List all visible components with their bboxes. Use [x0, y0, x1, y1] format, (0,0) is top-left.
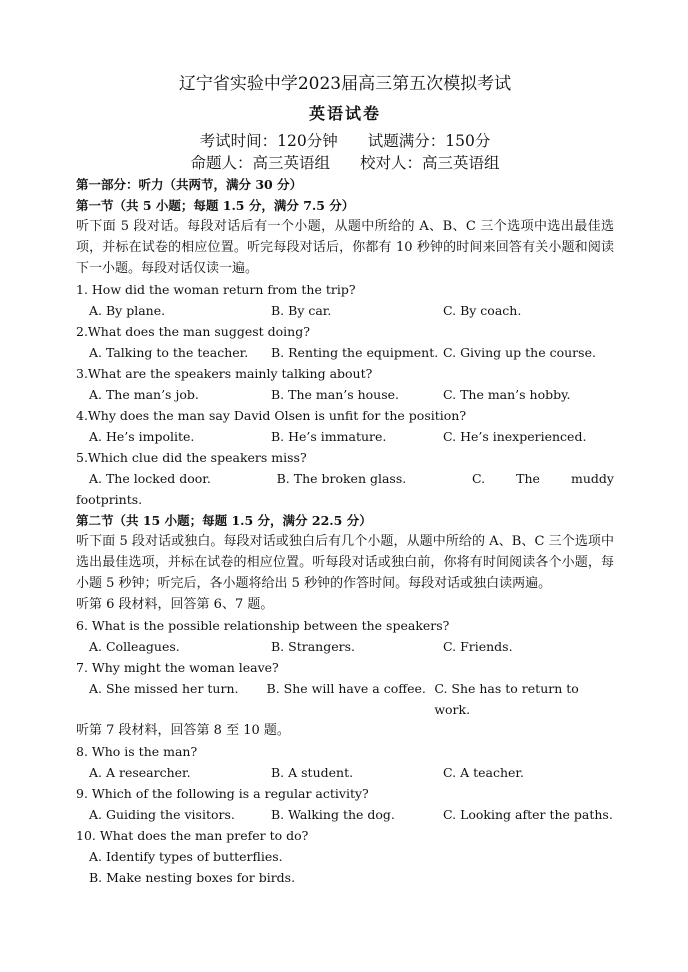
question-block: [76, 405, 614, 447]
options-row: [89, 384, 614, 405]
part1-heading: 第一部分：听力（共两节，满分 30 分）: [76, 177, 303, 192]
question-block: [76, 447, 614, 510]
exam-subtitle: 英语试卷: [308, 104, 381, 123]
option-c: [472, 468, 614, 489]
question-block: [76, 321, 614, 363]
question-text: 1. How did the woman return from the trip?: [76, 282, 356, 297]
question-text: 7. Why might the woman leave?: [76, 660, 279, 675]
option-b: B. Strangers.: [271, 639, 355, 654]
question-block: [76, 783, 614, 825]
option-a: A. Identify types of butterflies.: [89, 849, 283, 864]
option-c-word1: The: [516, 471, 540, 486]
question-text: 8. Who is the man?: [76, 744, 198, 759]
option-a: A. She missed her turn.: [89, 681, 239, 696]
exam-setter: 命题人：高三英语组: [190, 154, 330, 172]
option-b: B. The man’s house.: [271, 387, 400, 402]
question-text: 2.What does the man suggest doing?: [76, 324, 310, 339]
option-b: B. A student.: [271, 765, 354, 780]
exam-title: 辽宁省实验中学2023届高三第五次模拟考试: [178, 74, 512, 94]
material-6-instruction: 听第 6 段材料，回答第 6、7 题。: [76, 597, 274, 612]
question-text: 10. What does the man prefer to do?: [76, 828, 309, 843]
options-row: [89, 342, 614, 363]
question-block: [76, 741, 614, 783]
option-a: A. Guiding the visitors.: [89, 807, 235, 822]
options-row: [89, 762, 614, 783]
option-c-letter: C.: [472, 471, 486, 486]
option-c: C. A teacher.: [443, 765, 524, 780]
options-row: [89, 300, 614, 321]
section2-heading: 第二节（共 15 小题；每题 1.5 分，满分 22.5 分）: [76, 513, 372, 528]
option-a: A. Talking to the teacher.: [89, 345, 249, 360]
option-a: A. The locked door.: [89, 471, 211, 486]
option-b: B. By car.: [271, 303, 332, 318]
options-row: [89, 426, 614, 447]
question-text: 5.Which clue did the speakers miss?: [76, 450, 307, 465]
option-a: A. By plane.: [89, 303, 166, 318]
section2-instructions: 听下面 5 段对话或独白。每段对话或独白后有几个小题，从题中所给的 A、B、C 三个选项中选出最佳选项，并标在试卷的相应位置。听每段对话或独白前，你将有时间阅读各个小题，每小题 5 秒钟；听完后，各小题将给出 5 秒钟的作答时间。每段对话或独白读两遍。: [76, 534, 614, 591]
option-c: C. He’s inexperienced.: [443, 429, 587, 444]
exam-score: 试题满分：150分: [367, 132, 491, 150]
option-b: B. Renting the equipment.: [271, 345, 439, 360]
section1-heading: 第一节（共 5 小题；每题 1.5 分，满分 7.5 分）: [76, 198, 355, 213]
option-a: A. He’s impolite.: [89, 429, 195, 444]
option-b: B. He’s immature.: [271, 429, 387, 444]
options-row: [89, 678, 614, 720]
option-a: A. Colleagues.: [89, 639, 180, 654]
question-block: [76, 363, 614, 405]
section1-instructions: 听下面 5 段对话。每段对话后有一个小题，从题中所给的 A、B、C 三个选项中选出最佳选项，并标在试卷的相应位置。听完每段对话后，你都有 10 秒钟的时间来回答有关小题和阅读下一小题。每段对话仅读一遍。: [76, 219, 614, 276]
options-row: [89, 804, 614, 825]
exam-authors: [76, 152, 614, 174]
options-row: [89, 636, 614, 657]
question-text: 6. What is the possible relationship between the speakers?: [76, 618, 450, 633]
question-text: 3.What are the speakers mainly talking about?: [76, 366, 373, 381]
question-text: 9. Which of the following is a regular activity?: [76, 786, 369, 801]
option-c: C. Giving up the course.: [443, 345, 596, 360]
option-b: B. Make nesting boxes for birds.: [89, 870, 296, 885]
options-row: [89, 468, 614, 489]
option-c: C. Friends.: [443, 639, 513, 654]
option-c: C. By coach.: [443, 303, 522, 318]
exam-time: 考试时间：120分钟: [199, 132, 338, 150]
option-a: A. The man’s job.: [89, 387, 199, 402]
option-b: B. The broken glass.: [276, 471, 407, 486]
question-block: [76, 657, 614, 720]
option-c: C. Looking after the paths.: [443, 807, 613, 822]
question-block: [76, 615, 614, 657]
option-c-word2: muddy: [571, 471, 614, 486]
question-block: [76, 279, 614, 321]
option-a: A. A researcher.: [89, 765, 191, 780]
exam-checker: 校对人：高三英语组: [360, 154, 500, 172]
material-7-instruction: 听第 7 段材料，回答第 8 至 10 题。: [76, 723, 290, 738]
question-text: 4.Why does the man say David Olsen is unfit for the position?: [76, 408, 467, 423]
option-b: B. Walking the dog.: [271, 807, 395, 822]
exam-time-score: [76, 130, 614, 152]
question-block: [76, 825, 614, 888]
option-b: B. She will have a coffee.: [266, 681, 426, 696]
option-c: C. The man’s hobby.: [443, 387, 571, 402]
option-c: C. She has to return to work.: [434, 681, 579, 717]
option-c-continuation: footprints.: [76, 492, 143, 507]
